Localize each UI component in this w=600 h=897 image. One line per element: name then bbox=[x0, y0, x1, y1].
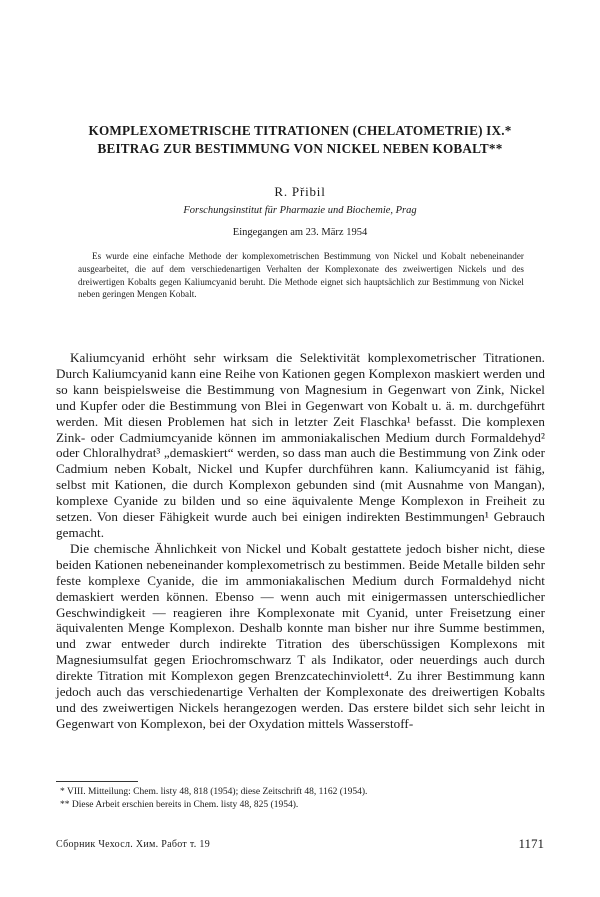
author-name: R. Přibil bbox=[274, 184, 326, 199]
article-body bbox=[56, 350, 545, 732]
footnote-1: * VIII. Mitteilung: Chem. listy 48, 818 (1954); diese Zeitschrift 48, 1162 (1954). bbox=[60, 787, 368, 797]
page-number: 1171 bbox=[518, 836, 544, 851]
received-date: Eingegangen am 23. März 1954 bbox=[232, 227, 368, 238]
body-paragraph-1: Kaliumcyanid erhöht sehr wirksam die Selektivität komplexometrischer Titrationen. Durch Kaliumcyanid kann eine Reihe von Kationen gegen Komplexon maskiert werden und so kann beispielsweise die Bestimmung von Magnesium in Gegenwart von Zink, Nickel und Kupfer oder die Bestimmung von Blei in Gegenwart von Kobalt u. ä. m. durchgeführt werden. Mit diesen Problemen hat sich in letzter Zeit Flaschka¹ befasst. Die komplexen Zink- oder Cadmiumcyanide können im ammoniakalischen Medium durch Formaldehyd² oder Chloralhydrat³ „demaskiert“ werden, so dass man auch die Bestimmung von Zink oder Cadmium neben Kobalt, Nickel und Kupfer durchführen kann. Kaliumcyanid ist fähig, selbst mit Kationen, die durch Komplexon gebunden sind (mit Ausnahme von Mangan), komplexe Cyanide zu bilden und so eine äquivalente Menge Komplexon in Freiheit zu setzen. Von dieser Fähigkeit wurde auch bei einigen indirekten Bestimmungen¹ Gebrauch gemacht. bbox=[56, 350, 545, 540]
journal-footer: Сборник Чехосл. Хим. Работ т. 19 bbox=[56, 839, 210, 850]
article-title bbox=[56, 122, 544, 158]
title-line-2: BEITRAG ZUR BESTIMMUNG VON NICKEL NEBEN KOBALT** bbox=[97, 141, 503, 156]
title-line-1: KOMPLEXOMETRISCHE TITRATIONEN (CHELATOMETRIE) IX.* bbox=[88, 123, 512, 138]
footnote-separator bbox=[56, 781, 138, 782]
footnote-2: ** Diese Arbeit erschien bereits in Chem. listy 48, 825 (1954). bbox=[60, 799, 299, 810]
author-institute: Forschungsinstitut für Pharmazie und Biochemie, Prag bbox=[183, 205, 417, 216]
abstract: Es wurde eine einfache Methode der komplexometrischen Bestimmung von Nickel und Kobalt nebeneinander ausgearbeitet, die auf dem verschiedenartigen Verhalten der Komplexonate des zweiwertigen Nickels und des dreiwertigen Kobalts gegen Kaliumcyanid beruht. Die Methode eignet sich hauptsächlich zur Bestimmung von Nickel neben geringen Mengen Kobalt. bbox=[78, 251, 524, 300]
body-paragraph-2: Die chemische Ähnlichkeit von Nickel und Kobalt gestattete jedoch bisher nicht, diese beiden Kationen nebeneinander komplexometrisch zu bestimmen. Beide Metalle bilden sehr feste komplexe Cyanide, die im ammoniakalischen Medium durch Formaldehyd nicht demaskiert werden können. Ebenso — wenn auch mit einigermassen unterschiedlicher Geschwindigkeit — reagieren ihre Komplexonate mit Cyanid, unter Freisetzung einer äquivalenten Menge Komplexon. Deshalb konnte man bisher nur ihre Summe bestimmen, und zwar entweder durch indirekte Titration des überschüssigen Komplexons mit Magnesiumsulfat gegen Eriochromschwarz T als Indikator, oder neuerdings auch durch direkte Titration mit Komplexon gegen Brenzcatechinviolett⁴. Zu ihrer Bestimmung kann jedoch auch das verschiedenartige Verhalten der Komplexonate des dreiwertigen Kobalts und des zweiwertigen Nickels herangezogen werden. Das erstere bildet sich sehr leicht in Gegenwart von Komplexon, bei der Oxydation mittels Wasserstoff- bbox=[56, 540, 545, 731]
footnotes bbox=[60, 786, 544, 811]
